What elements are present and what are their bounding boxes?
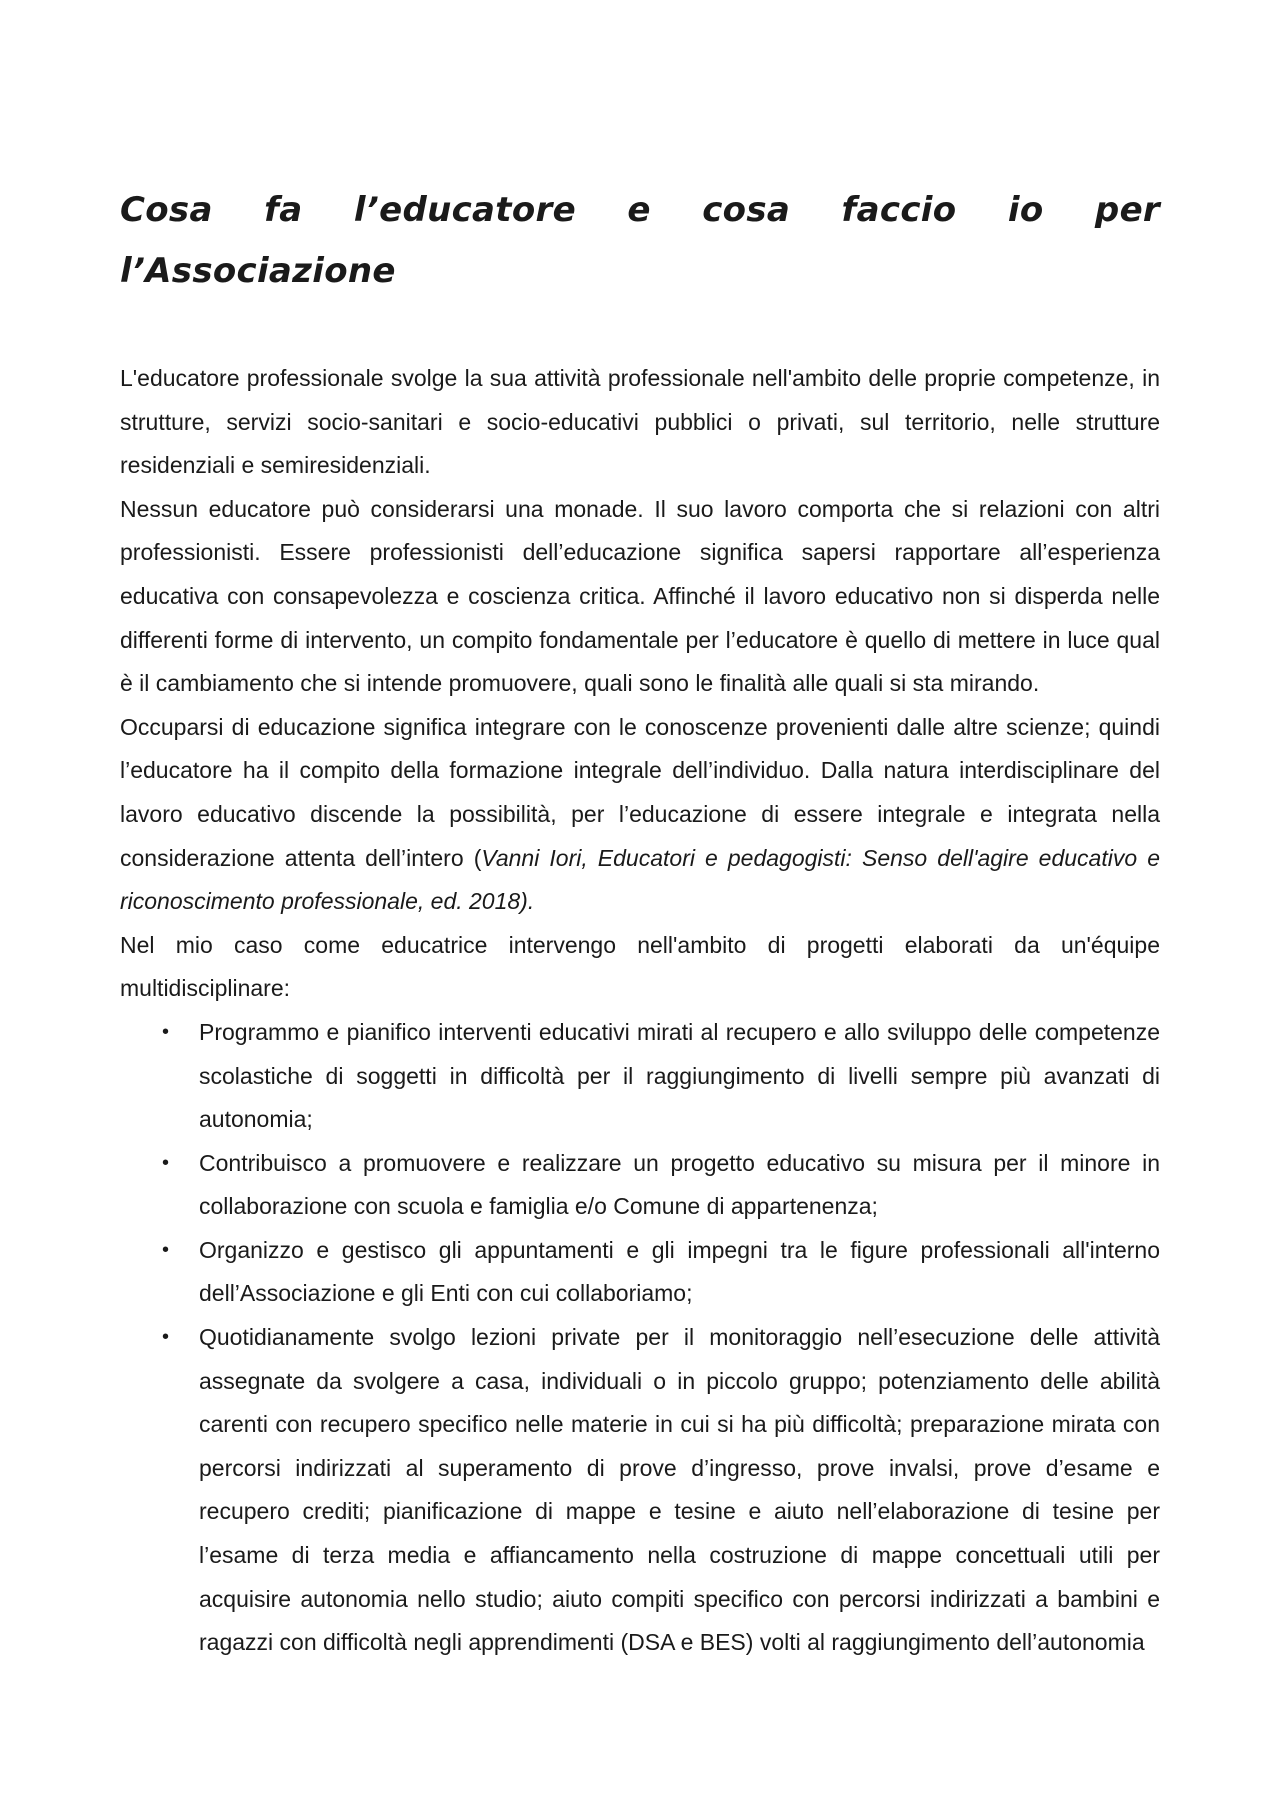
title-line-1: Cosa fa l’educatore e cosa faccio io per xyxy=(120,190,1160,230)
bullet-icon: • xyxy=(162,1326,170,1349)
paragraph-2: Nessun educatore può considerarsi una monade. Il suo lavoro comporta che si relazioni con altri professionisti. Essere professionisti dell’educazione significa sapersi rapportare all’esperienza educativa con consapevolezza e coscienza critica. Affinché il lavoro educativo non si disperda nelle differenti forme di intervento, un compito fondamentale per l’educatore è quello di mettere in luce qual è il cambiamento che si intende promuovere, quali sono le finalità alle quali si sta mirando. xyxy=(120,495,1160,697)
list-item-text: Quotidianamente svolgo lezioni private per il monitoraggio nell’esecuzione delle attività assegnate da svolgere a casa, individuali o in piccolo gruppo; potenziamento delle abilità carenti con recupero specifico nelle materie in cui si ha più difficoltà; preparazione mirata con percorsi indirizzati al superamento di prove d’ingresso, prove invalsi, prove d’esame e recupero crediti; pianificazione di mappe e tesine e aiuto nell’elaborazione di tesine per l’esame di terza media e affiancamento nella costruzione di mappe concettuali utili per acquisire autonomia nello studio; aiuto compiti specifico con percorsi indirizzati a bambini e ragazzi con difficoltà negli apprendimenti (DSA e BES) volti al raggiungimento dell’autonomia xyxy=(199,1324,1160,1656)
bullet-icon: • xyxy=(162,1151,170,1174)
list-item-text: Organizzo e gestisco gli appuntamenti e gli impegni tra le figure professionali all'interno dell’Associazione e gli Enti con cui collaboriamo; xyxy=(199,1236,1160,1307)
bullet-icon: • xyxy=(162,1238,170,1261)
document-page xyxy=(120,180,1160,1665)
bullet-list xyxy=(120,1011,1160,1665)
list-item xyxy=(120,1229,1160,1316)
paragraph-3 xyxy=(120,706,1160,924)
title-line-2: l’Associazione xyxy=(120,251,396,291)
paragraph-3-citation: Vanni Iori, Educatori e pedagogisti: Senso dell'agire educativo e riconoscimento professionale, ed. 2018). xyxy=(120,844,1161,915)
bullet-icon: • xyxy=(162,1020,170,1043)
list-item xyxy=(120,1142,1160,1229)
list-item-text: Programmo e pianifico interventi educativi mirati al recupero e allo sviluppo delle competenze scolastiche di soggetti in difficoltà per il raggiungimento di livelli sempre più avanzati di autonomia; xyxy=(199,1018,1160,1133)
paragraph-4: Nel mio caso come educatrice intervengo nell'ambito di progetti elaborati da un'équipe multidisciplinare: xyxy=(120,931,1160,1002)
list-item-text: Contribuisco a promuovere e realizzare un progetto educativo su misura per il minore in collaborazione con scuola e famiglia e/o Comune di appartenenza; xyxy=(199,1149,1160,1220)
paragraph-1: L'educatore professionale svolge la sua attività professionale nell'ambito delle proprie competenze, in strutture, servizi socio-sanitari e socio-educativi pubblici o privati, sul territorio, nelle strutture residenziali e semiresidenziali. xyxy=(120,365,1160,479)
list-item xyxy=(120,1316,1160,1665)
document-title xyxy=(120,180,1160,302)
list-item xyxy=(120,1011,1160,1142)
paragraph-3-text: Occuparsi di educazione significa integrare con le conoscenze provenienti dalle altre scienze; quindi l’educatore ha il compito della formazione integrale dell’individuo. Dalla natura interdisciplinare del lavoro educativo discende la possibilità, per l’educazione di essere integrale e integrata nella considerazione attenta dell’intero ( xyxy=(120,713,1160,871)
